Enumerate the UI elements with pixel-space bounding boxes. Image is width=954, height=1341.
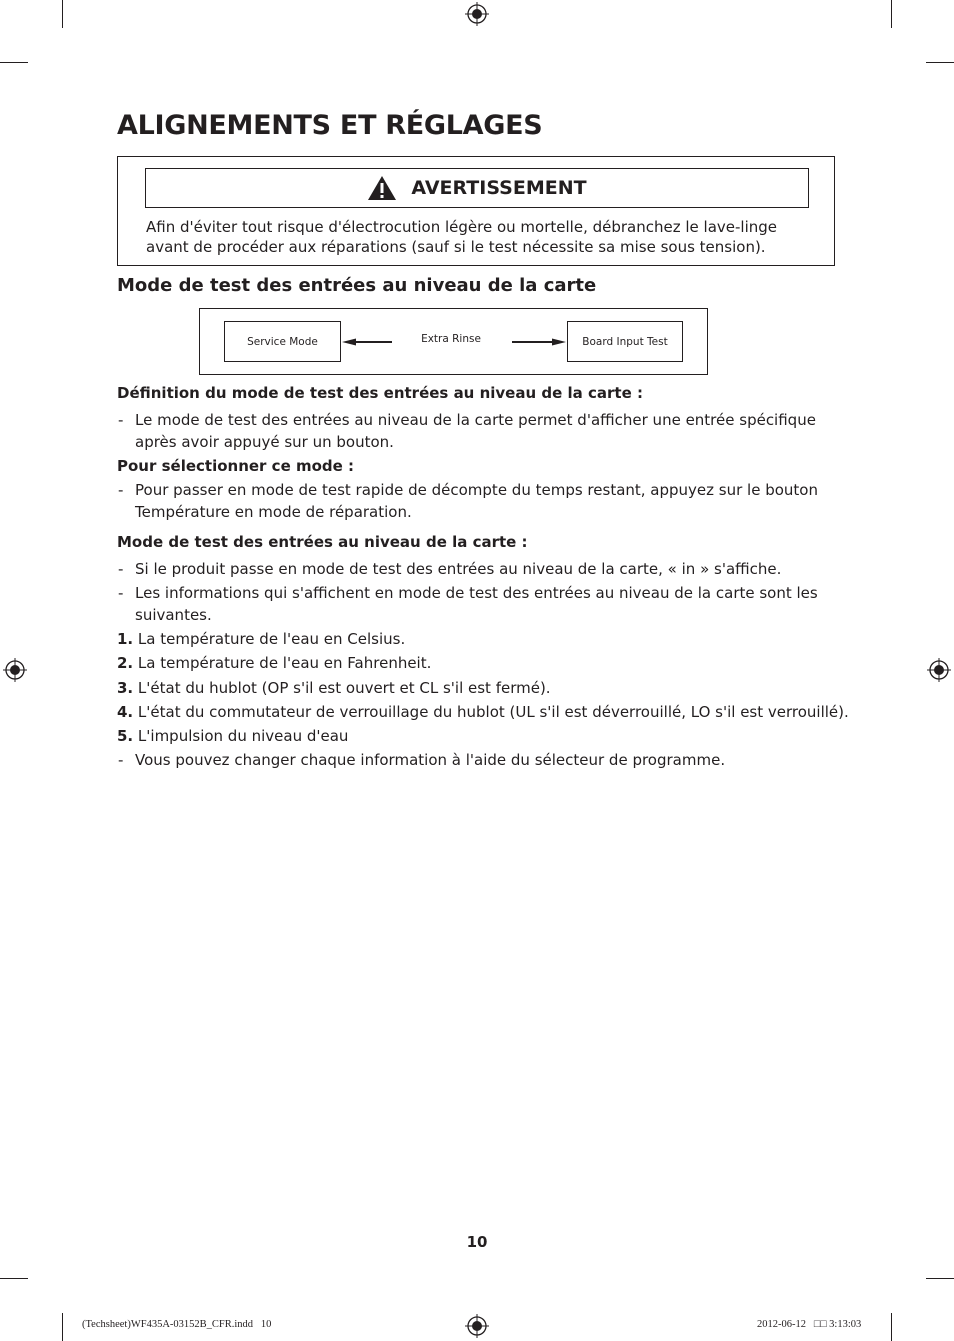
mode-flow-diagram <box>199 308 708 375</box>
extra-rinse-label: Extra Rinse <box>421 333 481 345</box>
definition-heading: Définition du mode de test des entrées au niveau de la carte : <box>117 384 643 402</box>
list-item-number: 2. <box>117 654 134 672</box>
list-item <box>117 727 348 745</box>
footer-file-info: (Techsheet)WF435A-03152B_CFR.indd 10 <box>82 1319 272 1330</box>
list-item-text: L'état du commutateur de verrouillage du hublot (UL s'il est déverrouillé, LO s'il est verrouillé). <box>137 703 849 721</box>
service-mode-box: Service Mode <box>224 321 341 362</box>
list-item-number: 3. <box>117 679 134 697</box>
select-heading: Pour sélectionner ce mode : <box>117 457 355 475</box>
bullet-dash: - <box>118 411 124 429</box>
bullet-text: Vous pouvez changer chaque information à l'aide du sélecteur de programme. <box>135 751 726 769</box>
left-arrowhead-icon <box>342 339 356 346</box>
footer-timestamp: 2012-06-12 □□ 3:13:03 <box>757 1319 862 1330</box>
registration-mark-icon <box>3 658 27 682</box>
right-arrowhead-icon <box>552 339 566 346</box>
list-item-number: 1. <box>117 630 134 648</box>
list-item <box>117 703 849 721</box>
warning-label: AVERTISSEMENT <box>411 177 587 199</box>
mode-bullet <box>117 558 837 580</box>
page-number: 10 <box>466 1233 488 1251</box>
section-title: Mode de test des entrées au niveau de la carte <box>117 275 597 296</box>
warning-box <box>117 156 835 266</box>
warning-triangle-icon <box>367 175 397 201</box>
crop-mark <box>926 62 954 63</box>
board-input-test-box: Board Input Test <box>567 321 683 362</box>
mode-bullet <box>117 582 837 626</box>
list-item-text: L'état du hublot (OP s'il est ouvert et CL s'il est fermé). <box>137 679 551 697</box>
select-bullet <box>117 479 837 523</box>
warning-header <box>145 168 809 208</box>
bullet-dash: - <box>118 584 124 602</box>
bullet-text: Si le produit passe en mode de test des entrées au niveau de la carte, « in » s'affiche. <box>135 560 782 578</box>
list-item <box>117 654 431 672</box>
list-item-text: L'impulsion du niveau d'eau <box>137 727 349 745</box>
warning-text: Afin d'éviter tout risque d'électrocution légère ou mortelle, débranchez le lave-linge avant de procéder aux réparations (sauf si le test nécessite sa mise sous tension). <box>146 218 777 256</box>
crop-mark <box>891 0 892 28</box>
bullet-text: Pour passer en mode de test rapide de décompte du temps restant, appuyez sur le bouton Température en mode de réparation. <box>135 481 818 521</box>
mode-heading: Mode de test des entrées au niveau de la carte : <box>117 533 528 551</box>
crop-mark <box>891 1313 892 1341</box>
registration-mark-icon <box>465 2 489 26</box>
list-item-number: 4. <box>117 703 134 721</box>
crop-mark <box>62 1313 63 1341</box>
registration-mark-icon <box>927 658 951 682</box>
mode-bullet <box>117 749 837 771</box>
bullet-dash: - <box>118 481 124 499</box>
crop-mark <box>0 62 28 63</box>
bullet-dash: - <box>118 751 124 769</box>
list-item-number: 5. <box>117 727 134 745</box>
crop-mark <box>0 1278 28 1279</box>
list-item-text: La température de l'eau en Fahrenheit. <box>137 654 432 672</box>
bullet-text: Les informations qui s'affichent en mode de test des entrées au niveau de la carte sont les suivantes. <box>135 584 818 624</box>
page-title: ALIGNEMENTS ET RÉGLAGES <box>117 110 543 141</box>
flow-arrows <box>200 309 709 376</box>
registration-mark-icon <box>465 1314 489 1338</box>
bullet-text: Le mode de test des entrées au niveau de la carte permet d'afficher une entrée spécifique après avoir appuyé sur un bouton. <box>135 411 816 451</box>
list-item-text: La température de l'eau en Celsius. <box>137 630 406 648</box>
list-item <box>117 679 551 697</box>
bullet-dash: - <box>118 560 124 578</box>
list-item <box>117 630 405 648</box>
crop-mark <box>926 1278 954 1279</box>
definition-bullet <box>117 409 837 453</box>
crop-mark <box>62 0 63 28</box>
